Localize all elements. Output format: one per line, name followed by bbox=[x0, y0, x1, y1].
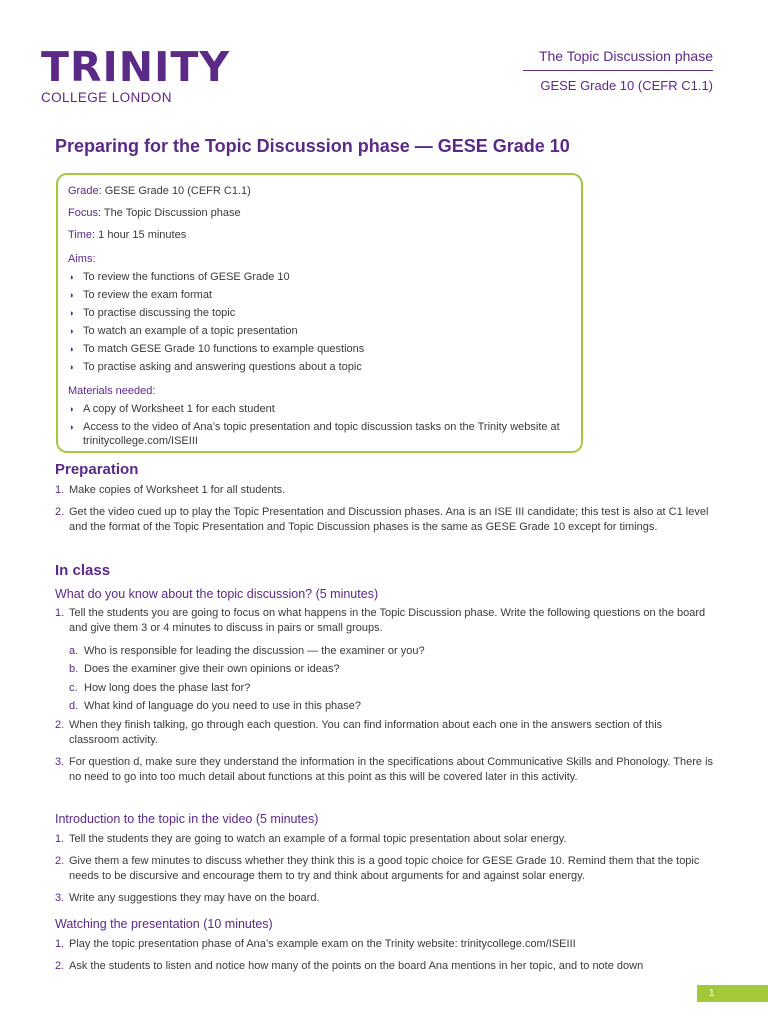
question-b: b. Does the examiner give their own opinions or ideas? bbox=[69, 663, 340, 675]
bullet-icon: ◗ bbox=[69, 344, 75, 354]
materials-label: Materials needed: bbox=[68, 385, 156, 397]
section-2-item-1: 1. Tell the students they are going to watch an example of a formal topic presentation about solar energy. bbox=[55, 833, 567, 845]
question-c: c. How long does the phase last for? bbox=[69, 682, 251, 694]
bullet-icon: ◗ bbox=[69, 362, 75, 372]
section-1-title: What do you know about the topic discussion? (5 minutes) bbox=[55, 587, 379, 601]
bullet-icon: ◗ bbox=[69, 404, 75, 414]
section-3-title: Watching the presentation (10 minutes) bbox=[55, 917, 273, 931]
section-1-item-2: 2. When they finish talking, go through each question. You can find information about each one in the answers section of this classroom activity. bbox=[55, 719, 663, 746]
time-row: Time: 1 hour 15 minutes bbox=[68, 229, 187, 241]
section-2-item-2: 2. Give them a few minutes to discuss whether they think this is a good topic choice for GESE Grade 10. Remind them that the topic needs to be discursive and encourage them to try and think about arguments for and against solar energy. bbox=[55, 855, 700, 882]
list-item: ◗ To practise asking and answering questions about a topic bbox=[69, 361, 362, 373]
bullet-icon: ◗ bbox=[69, 308, 75, 318]
question-a: a. Who is responsible for leading the discussion — the examiner or you? bbox=[69, 645, 425, 657]
grade-row: Grade: GESE Grade 10 (CEFR C1.1) bbox=[68, 185, 251, 197]
section-1-item-1: 1. Tell the students you are going to focus on what happens in the Topic Discussion phase. Write the following questions on the board and give them 3 or 4 minutes to discuss in pairs or small groups. bbox=[55, 607, 706, 634]
section-3-item-2: 2. Ask the students to listen and notice how many of the points on the board Ana mentions in her topic, and to note down bbox=[55, 960, 644, 972]
section-2-title: Introduction to the topic in the video (5 minutes) bbox=[55, 812, 319, 826]
section-3-item-1: 1. Play the topic presentation phase of Ana’s example exam on the Trinity website: trinitycollege.com/ISEIII bbox=[55, 938, 576, 950]
logo-wordmark: TRINITY bbox=[41, 43, 231, 91]
summary-box bbox=[56, 173, 583, 453]
aims-list bbox=[68, 270, 571, 374]
list-item: ◗ To review the functions of GESE Grade 10 bbox=[69, 271, 290, 283]
focus-row: Focus: The Topic Discussion phase bbox=[68, 207, 241, 219]
trinity-logo bbox=[41, 45, 230, 105]
aims-label: Aims: bbox=[68, 253, 96, 265]
question-d: d. What kind of language do you need to use in this phase? bbox=[69, 700, 362, 712]
page-title: Preparing for the Topic Discussion phase — GESE Grade 10 bbox=[55, 136, 570, 156]
prep-item-1: 1. Make copies of Worksheet 1 for all students. bbox=[55, 484, 286, 496]
page-number: 1 bbox=[697, 985, 768, 1002]
header-phase: The Topic Discussion phase bbox=[523, 48, 713, 71]
list-item: ◗ Access to the video of Ana’s topic presentation and topic discussion tasks on the Trinity website at trinitycollege.com/ISEIII bbox=[69, 421, 560, 447]
bullet-icon: ◗ bbox=[69, 290, 75, 300]
in-class-heading: In class bbox=[55, 562, 111, 579]
header-grade: GESE Grade 10 (CEFR C1.1) bbox=[540, 78, 713, 93]
list-item: ◗ To review the exam format bbox=[69, 289, 212, 301]
running-header bbox=[523, 48, 713, 93]
bullet-icon: ◗ bbox=[69, 326, 75, 336]
bullet-icon: ◗ bbox=[69, 422, 75, 432]
list-item: ◗ A copy of Worksheet 1 for each student bbox=[69, 403, 275, 415]
list-item: ◗ To match GESE Grade 10 functions to example questions bbox=[69, 343, 365, 355]
list-item: ◗ To practise discussing the topic bbox=[69, 307, 236, 319]
list-item: ◗ To watch an example of a topic presentation bbox=[69, 325, 298, 337]
section-2-item-3: 3. Write any suggestions they may have on the board. bbox=[55, 892, 320, 904]
materials-list bbox=[68, 402, 571, 448]
logo-subtitle: COLLEGE LONDON bbox=[41, 90, 172, 105]
prep-item-2: 2. Get the video cued up to play the Topic Presentation and Discussion phases. Ana is an ISE III candidate; this test is also at C1 level and the format of the Topic Presentation and Topic Discussion phases is the same as GESE Grade 10 except for timings. bbox=[55, 506, 709, 533]
bullet-icon: ◗ bbox=[69, 272, 75, 282]
section-1-item-3: 3. For question d, make sure they understand the information in the specifications about Communicative Skills and Phonology. There is no need to go into too much detail about functions at this point as this will be covered later in this activity. bbox=[55, 756, 714, 783]
preparation-heading: Preparation bbox=[55, 461, 139, 478]
